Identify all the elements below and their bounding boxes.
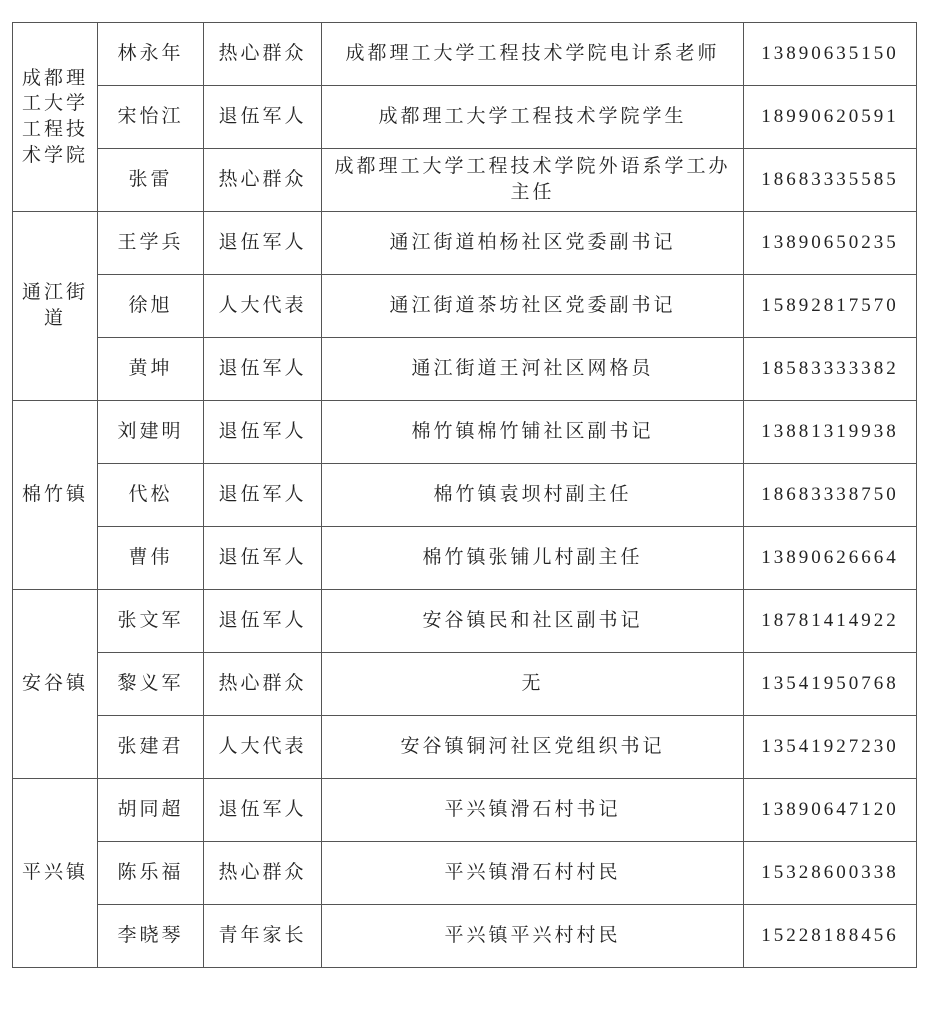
region-cell: 平兴镇 bbox=[13, 779, 98, 968]
position-cell: 通江街道柏杨社区党委副书记 bbox=[322, 212, 744, 275]
category-cell: 退伍军人 bbox=[204, 212, 322, 275]
name-cell: 刘建明 bbox=[98, 401, 204, 464]
table-row bbox=[13, 842, 917, 905]
position-cell: 通江街道王河社区网格员 bbox=[322, 338, 744, 401]
category-cell: 青年家长 bbox=[204, 905, 322, 968]
phone-cell: 18683338750 bbox=[744, 464, 917, 527]
position-cell: 成都理工大学工程技术学院电计系老师 bbox=[322, 23, 744, 86]
position-cell: 棉竹镇张铺儿村副主任 bbox=[322, 527, 744, 590]
position-cell: 棉竹镇棉竹铺社区副书记 bbox=[322, 401, 744, 464]
phone-cell: 13890647120 bbox=[744, 779, 917, 842]
region-cell: 安谷镇 bbox=[13, 590, 98, 779]
category-cell: 退伍军人 bbox=[204, 86, 322, 149]
category-cell: 退伍军人 bbox=[204, 464, 322, 527]
table-row bbox=[13, 779, 917, 842]
region-cell: 通江街道 bbox=[13, 212, 98, 401]
name-cell: 胡同超 bbox=[98, 779, 204, 842]
table-row bbox=[13, 149, 917, 212]
position-cell: 平兴镇滑石村村民 bbox=[322, 842, 744, 905]
phone-cell: 15892817570 bbox=[744, 275, 917, 338]
table-row bbox=[13, 590, 917, 653]
phone-cell: 13890626664 bbox=[744, 527, 917, 590]
table-row bbox=[13, 653, 917, 716]
region-cell: 棉竹镇 bbox=[13, 401, 98, 590]
position-cell: 安谷镇民和社区副书记 bbox=[322, 590, 744, 653]
name-cell: 陈乐福 bbox=[98, 842, 204, 905]
name-cell: 黄坤 bbox=[98, 338, 204, 401]
phone-cell: 13890635150 bbox=[744, 23, 917, 86]
phone-cell: 18781414922 bbox=[744, 590, 917, 653]
phone-cell: 13890650235 bbox=[744, 212, 917, 275]
table-row bbox=[13, 716, 917, 779]
category-cell: 退伍军人 bbox=[204, 779, 322, 842]
name-cell: 李晓琴 bbox=[98, 905, 204, 968]
phone-cell: 13881319938 bbox=[744, 401, 917, 464]
category-cell: 人大代表 bbox=[204, 716, 322, 779]
name-cell: 王学兵 bbox=[98, 212, 204, 275]
category-cell: 人大代表 bbox=[204, 275, 322, 338]
phone-cell: 13541927230 bbox=[744, 716, 917, 779]
table-row bbox=[13, 338, 917, 401]
position-cell: 成都理工大学工程技术学院外语系学工办主任 bbox=[322, 149, 744, 212]
phone-cell: 18990620591 bbox=[744, 86, 917, 149]
phone-cell: 13541950768 bbox=[744, 653, 917, 716]
name-cell: 张文军 bbox=[98, 590, 204, 653]
position-cell: 平兴镇平兴村村民 bbox=[322, 905, 744, 968]
phone-cell: 15328600338 bbox=[744, 842, 917, 905]
position-cell: 通江街道茶坊社区党委副书记 bbox=[322, 275, 744, 338]
category-cell: 热心群众 bbox=[204, 149, 322, 212]
position-cell: 安谷镇铜河社区党组织书记 bbox=[322, 716, 744, 779]
table-row bbox=[13, 23, 917, 86]
name-cell: 张雷 bbox=[98, 149, 204, 212]
table-row bbox=[13, 527, 917, 590]
table-row bbox=[13, 401, 917, 464]
name-cell: 曹伟 bbox=[98, 527, 204, 590]
category-cell: 热心群众 bbox=[204, 653, 322, 716]
category-cell: 退伍军人 bbox=[204, 338, 322, 401]
table-row bbox=[13, 86, 917, 149]
phone-cell: 18583333382 bbox=[744, 338, 917, 401]
position-cell: 无 bbox=[322, 653, 744, 716]
category-cell: 退伍军人 bbox=[204, 527, 322, 590]
region-cell: 成都理工大学工程技术学院 bbox=[13, 23, 98, 212]
table-row bbox=[13, 275, 917, 338]
position-cell: 平兴镇滑石村书记 bbox=[322, 779, 744, 842]
name-cell: 林永年 bbox=[98, 23, 204, 86]
roster-body bbox=[13, 23, 917, 968]
category-cell: 热心群众 bbox=[204, 842, 322, 905]
category-cell: 退伍军人 bbox=[204, 401, 322, 464]
table-row bbox=[13, 464, 917, 527]
name-cell: 代松 bbox=[98, 464, 204, 527]
category-cell: 热心群众 bbox=[204, 23, 322, 86]
table-row bbox=[13, 212, 917, 275]
name-cell: 张建君 bbox=[98, 716, 204, 779]
position-cell: 棉竹镇袁坝村副主任 bbox=[322, 464, 744, 527]
position-cell: 成都理工大学工程技术学院学生 bbox=[322, 86, 744, 149]
phone-cell: 15228188456 bbox=[744, 905, 917, 968]
name-cell: 黎义军 bbox=[98, 653, 204, 716]
roster-table bbox=[12, 22, 917, 968]
table-row bbox=[13, 905, 917, 968]
category-cell: 退伍军人 bbox=[204, 590, 322, 653]
phone-cell: 18683335585 bbox=[744, 149, 917, 212]
name-cell: 徐旭 bbox=[98, 275, 204, 338]
name-cell: 宋怡江 bbox=[98, 86, 204, 149]
